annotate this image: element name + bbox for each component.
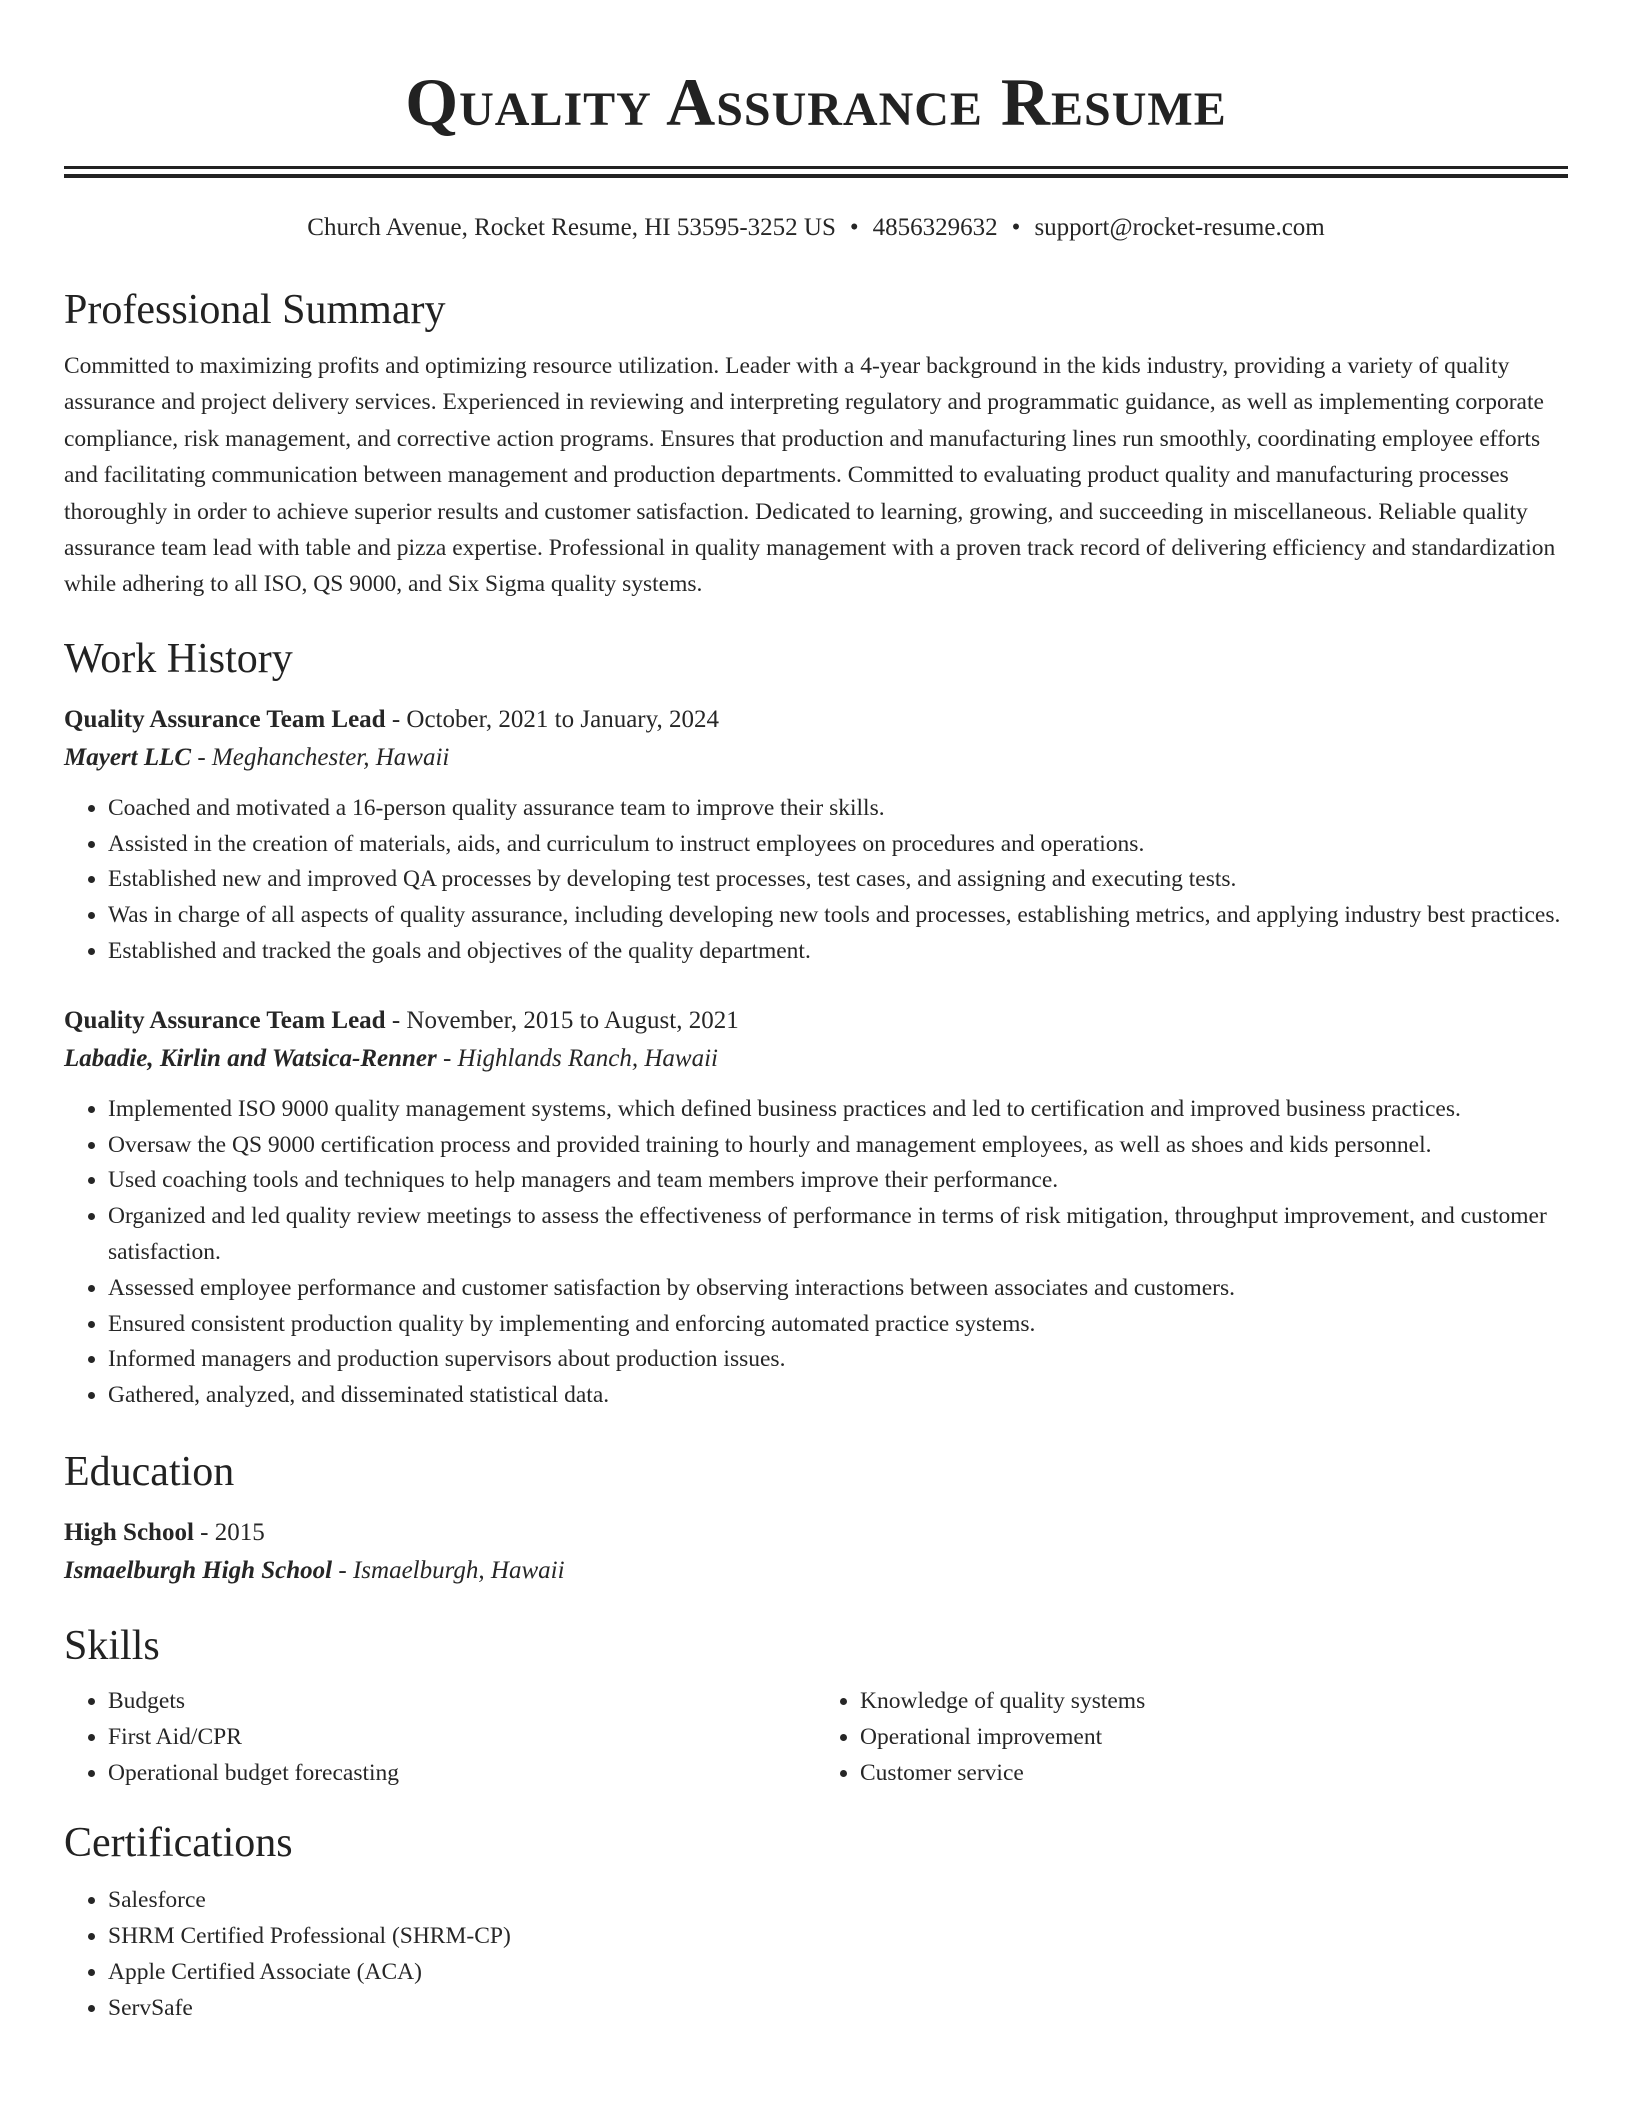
company-line (64, 739, 1568, 777)
school-location: - Ismaelburgh, Hawaii (332, 1557, 565, 1584)
list-item: • Organized and led quality review meetings to assess the effectiveness of performance in terms of risk mitigation, throughput improvement, and customer satisfaction. (108, 1199, 1568, 1271)
title-divider (64, 166, 1568, 178)
list-item: • Assisted in the creation of materials, aids, and curriculum to instruct employees on procedures and operations. (108, 827, 1568, 863)
education-entry (64, 1514, 1568, 1590)
contact-separator: • (849, 214, 859, 241)
list-item: • Established new and improved QA processes by developing test processes, test cases, and assigning and executing tests. (108, 862, 1568, 898)
list-item: • Was in charge of all aspects of quality assurance, including developing new tools and processes, establishing metrics, and applying industry best practices. (108, 898, 1568, 934)
contact-phone: 4856329632 (872, 214, 998, 241)
list-item: • Apple Certified Associate (ACA) (108, 1955, 1568, 1991)
education-heading: Education (64, 1449, 235, 1495)
job-title-line (64, 701, 1568, 739)
list-item: • Operational budget forecasting (108, 1756, 816, 1792)
summary-text: Committed to maximizing profits and optimizing resource utilization. Leader with a 4-year background in the kids industry, providing a variety of quality assurance and project delivery services. Experienced in reviewing and interpreting regulatory and programmatic guidance, as well as implementing corporate compliance, risk management, and corrective action programs. Ensures that production and manufacturing lines run smoothly, coordinating employee efforts and facilitating communication between management and production departments. Committed to evaluating product quality and manufacturing processes thoroughly in order to achieve superior results and customer satisfaction. Dedicated to learning, growing, and succeeding in miscellaneous. Reliable quality assurance team lead with table and pizza expertise. Professional in quality management with a proven track record of delivering efficiency and standardization while adhering to all ISO, QS 9000, and Six Sigma quality systems. (64, 353, 1556, 598)
list-item: • Oversaw the QS 9000 certification process and provided training to hourly and management employees, as well as shoes and kids personnel. (108, 1128, 1568, 1164)
job-bullets (64, 791, 1568, 970)
list-item: • Used coaching tools and techniques to help managers and team members improve their performance. (108, 1163, 1568, 1199)
skills-grid (64, 1684, 1568, 1791)
job-title: Quality Assurance Team Lead (64, 705, 386, 733)
degree-line (64, 1514, 1568, 1552)
company-location: - Meghanchester, Hawaii (191, 743, 450, 771)
certifications-heading: Certifications (64, 1820, 293, 1867)
job-dates: - October, 2021 to January, 2024 (385, 705, 719, 733)
list-item: • Operational improvement (860, 1720, 1568, 1756)
contact-address: Church Avenue, Rocket Resume, HI 53595-3252 US (307, 214, 836, 241)
job-dates: - November, 2015 to August, 2021 (385, 1006, 739, 1034)
summary-heading: Professional Summary (64, 287, 446, 333)
list-item: • ServSafe (108, 1991, 1568, 2027)
certifications-list (64, 1883, 1568, 2026)
list-item: • Knowledge of quality systems (860, 1684, 1568, 1720)
skills-column-right (816, 1684, 1568, 1791)
contact-email: support@rocket-resume.com (1034, 214, 1325, 241)
skills-column-left (64, 1684, 816, 1791)
contact-separator: • (1011, 214, 1021, 241)
degree: High School (64, 1519, 194, 1546)
company-line (64, 1040, 1568, 1078)
contact-line (64, 212, 1568, 244)
company-name: Labadie, Kirlin and Watsica-Renner (64, 1044, 437, 1072)
graduation-year: - 2015 (193, 1519, 265, 1546)
list-item: • Established and tracked the goals and objectives of the quality department. (108, 934, 1568, 970)
school-name: Ismaelburgh High School (64, 1557, 333, 1584)
job-title-line (64, 1002, 1568, 1040)
job-title: Quality Assurance Team Lead (64, 1006, 386, 1034)
list-item: • Customer service (860, 1756, 1568, 1792)
list-item: • Assessed employee performance and customer satisfaction by observing interactions between associates and customers. (108, 1271, 1568, 1307)
list-item: • First Aid/CPR (108, 1720, 816, 1756)
list-item: • Budgets (108, 1684, 816, 1720)
work-history-heading: Work History (64, 635, 293, 682)
list-item: • Coached and motivated a 16-person quality assurance team to improve their skills. (108, 791, 1568, 827)
skills-heading: Skills (64, 1623, 160, 1669)
school-line (64, 1552, 1568, 1590)
list-item: • Ensured consistent production quality by implementing and enforcing automated practice systems. (108, 1307, 1568, 1343)
company-location: - Highlands Ranch, Hawaii (436, 1044, 718, 1072)
job-entry (64, 1002, 1568, 1414)
list-item: • Informed managers and production supervisors about production issues. (108, 1342, 1568, 1378)
page-title: Quality Assurance Resume (405, 64, 1227, 140)
list-item: • Implemented ISO 9000 quality management systems, which defined business practices and led to certification and improved business practices. (108, 1092, 1568, 1128)
job-bullets (64, 1092, 1568, 1414)
company-name: Mayert LLC (64, 743, 192, 771)
job-entry (64, 701, 1568, 970)
list-item: • Gathered, analyzed, and disseminated statistical data. (108, 1378, 1568, 1414)
list-item: • SHRM Certified Professional (SHRM-CP) (108, 1919, 1568, 1955)
list-item: • Salesforce (108, 1883, 1568, 1919)
